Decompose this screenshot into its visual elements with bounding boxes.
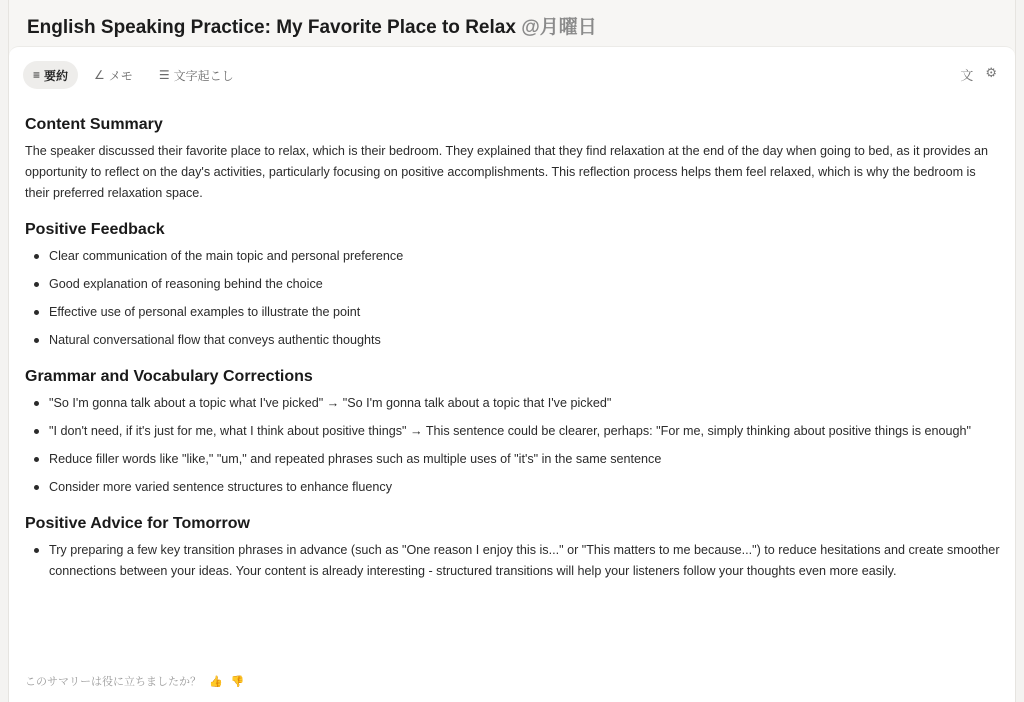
translate-icon[interactable]: 文 [960,68,974,83]
page-title [9,0,1015,46]
list-item: Try preparing a few key transition phrases in advance (such as "One reason I enjoy this is..." or "This matters to me because...") to reduce hesitations and create smoother connections between your ideas. Your content is already interesting - structured transitions will help your listeners follow your thoughts even more easily. [25,540,1001,582]
content-summary-text: The speaker discussed their favorite place to relax, which is their bedroom. They explained that they find relaxation at the end of the day when going to bed, as it provides an opportunity to reflect on the day's activities, particularly focusing on positive accomplishments. This reflection process helps them feel relaxed, which is why the bedroom is their preferred relaxation space. [25,144,989,200]
app-frame [8,0,1016,702]
list-item: Reduce filler words like "like," "um," and repeated phrases such as multiple uses of "it's" in the same sentence [25,449,1001,470]
transcript-icon: ☰ [158,68,170,82]
list-item: "So I'm gonna talk about a topic what I've picked" → "So I'm gonna talk about a topic that I've picked" [25,393,1001,414]
summary-list-icon: ≡ [33,68,41,82]
panel-toolbar [960,65,997,84]
positive-feedback-list [25,246,1001,351]
thumbs-up-icon[interactable]: 👍 [209,675,223,688]
summary-feedback [25,673,244,689]
page-title-text: English Speaking Practice: My Favorite Place to Relax [27,17,516,38]
heading-positive-feedback: Positive Feedback [25,221,165,238]
heading-positive-advice: Positive Advice for Tomorrow [25,515,250,532]
positive-advice-list [25,540,1001,582]
summary-panel [9,46,1015,702]
list-item: Consider more varied sentence structures to enhance fluency [25,477,1001,498]
tab-bar [23,61,244,89]
tab-summary-label: 要約 [44,68,69,83]
heading-content-summary: Content Summary [25,116,163,133]
summary-content [25,115,1001,589]
page-title-date: @月曜日 [521,17,597,38]
heading-grammar-corrections: Grammar and Vocabulary Corrections [25,368,313,385]
settings-sliders-icon[interactable]: ⚙ [985,65,997,80]
list-item: "I don't need, if it's just for me, what I think about positive things" → This sentence could be clearer, perhaps: "For me, simply thinking about positive things is enough" [25,421,1001,442]
tab-memo[interactable] [84,61,143,89]
feedback-question: このサマリーは役に立ちましたか？ [25,676,201,688]
tab-summary[interactable] [23,61,78,89]
thumbs-down-icon[interactable]: 👎 [230,675,245,688]
list-item: Effective use of personal examples to illustrate the point [25,302,1001,323]
list-item: Clear communication of the main topic and personal preference [25,246,1001,267]
tab-transcript[interactable] [149,61,244,89]
list-item: Natural conversational flow that conveys authentic thoughts [25,330,1001,351]
pencil-icon: ∠ [94,68,105,82]
tab-transcript-label: 文字起こし [173,68,234,83]
grammar-corrections-list [25,393,1001,498]
tab-memo-label: メモ [108,68,133,83]
list-item: Good explanation of reasoning behind the choice [25,274,1001,295]
